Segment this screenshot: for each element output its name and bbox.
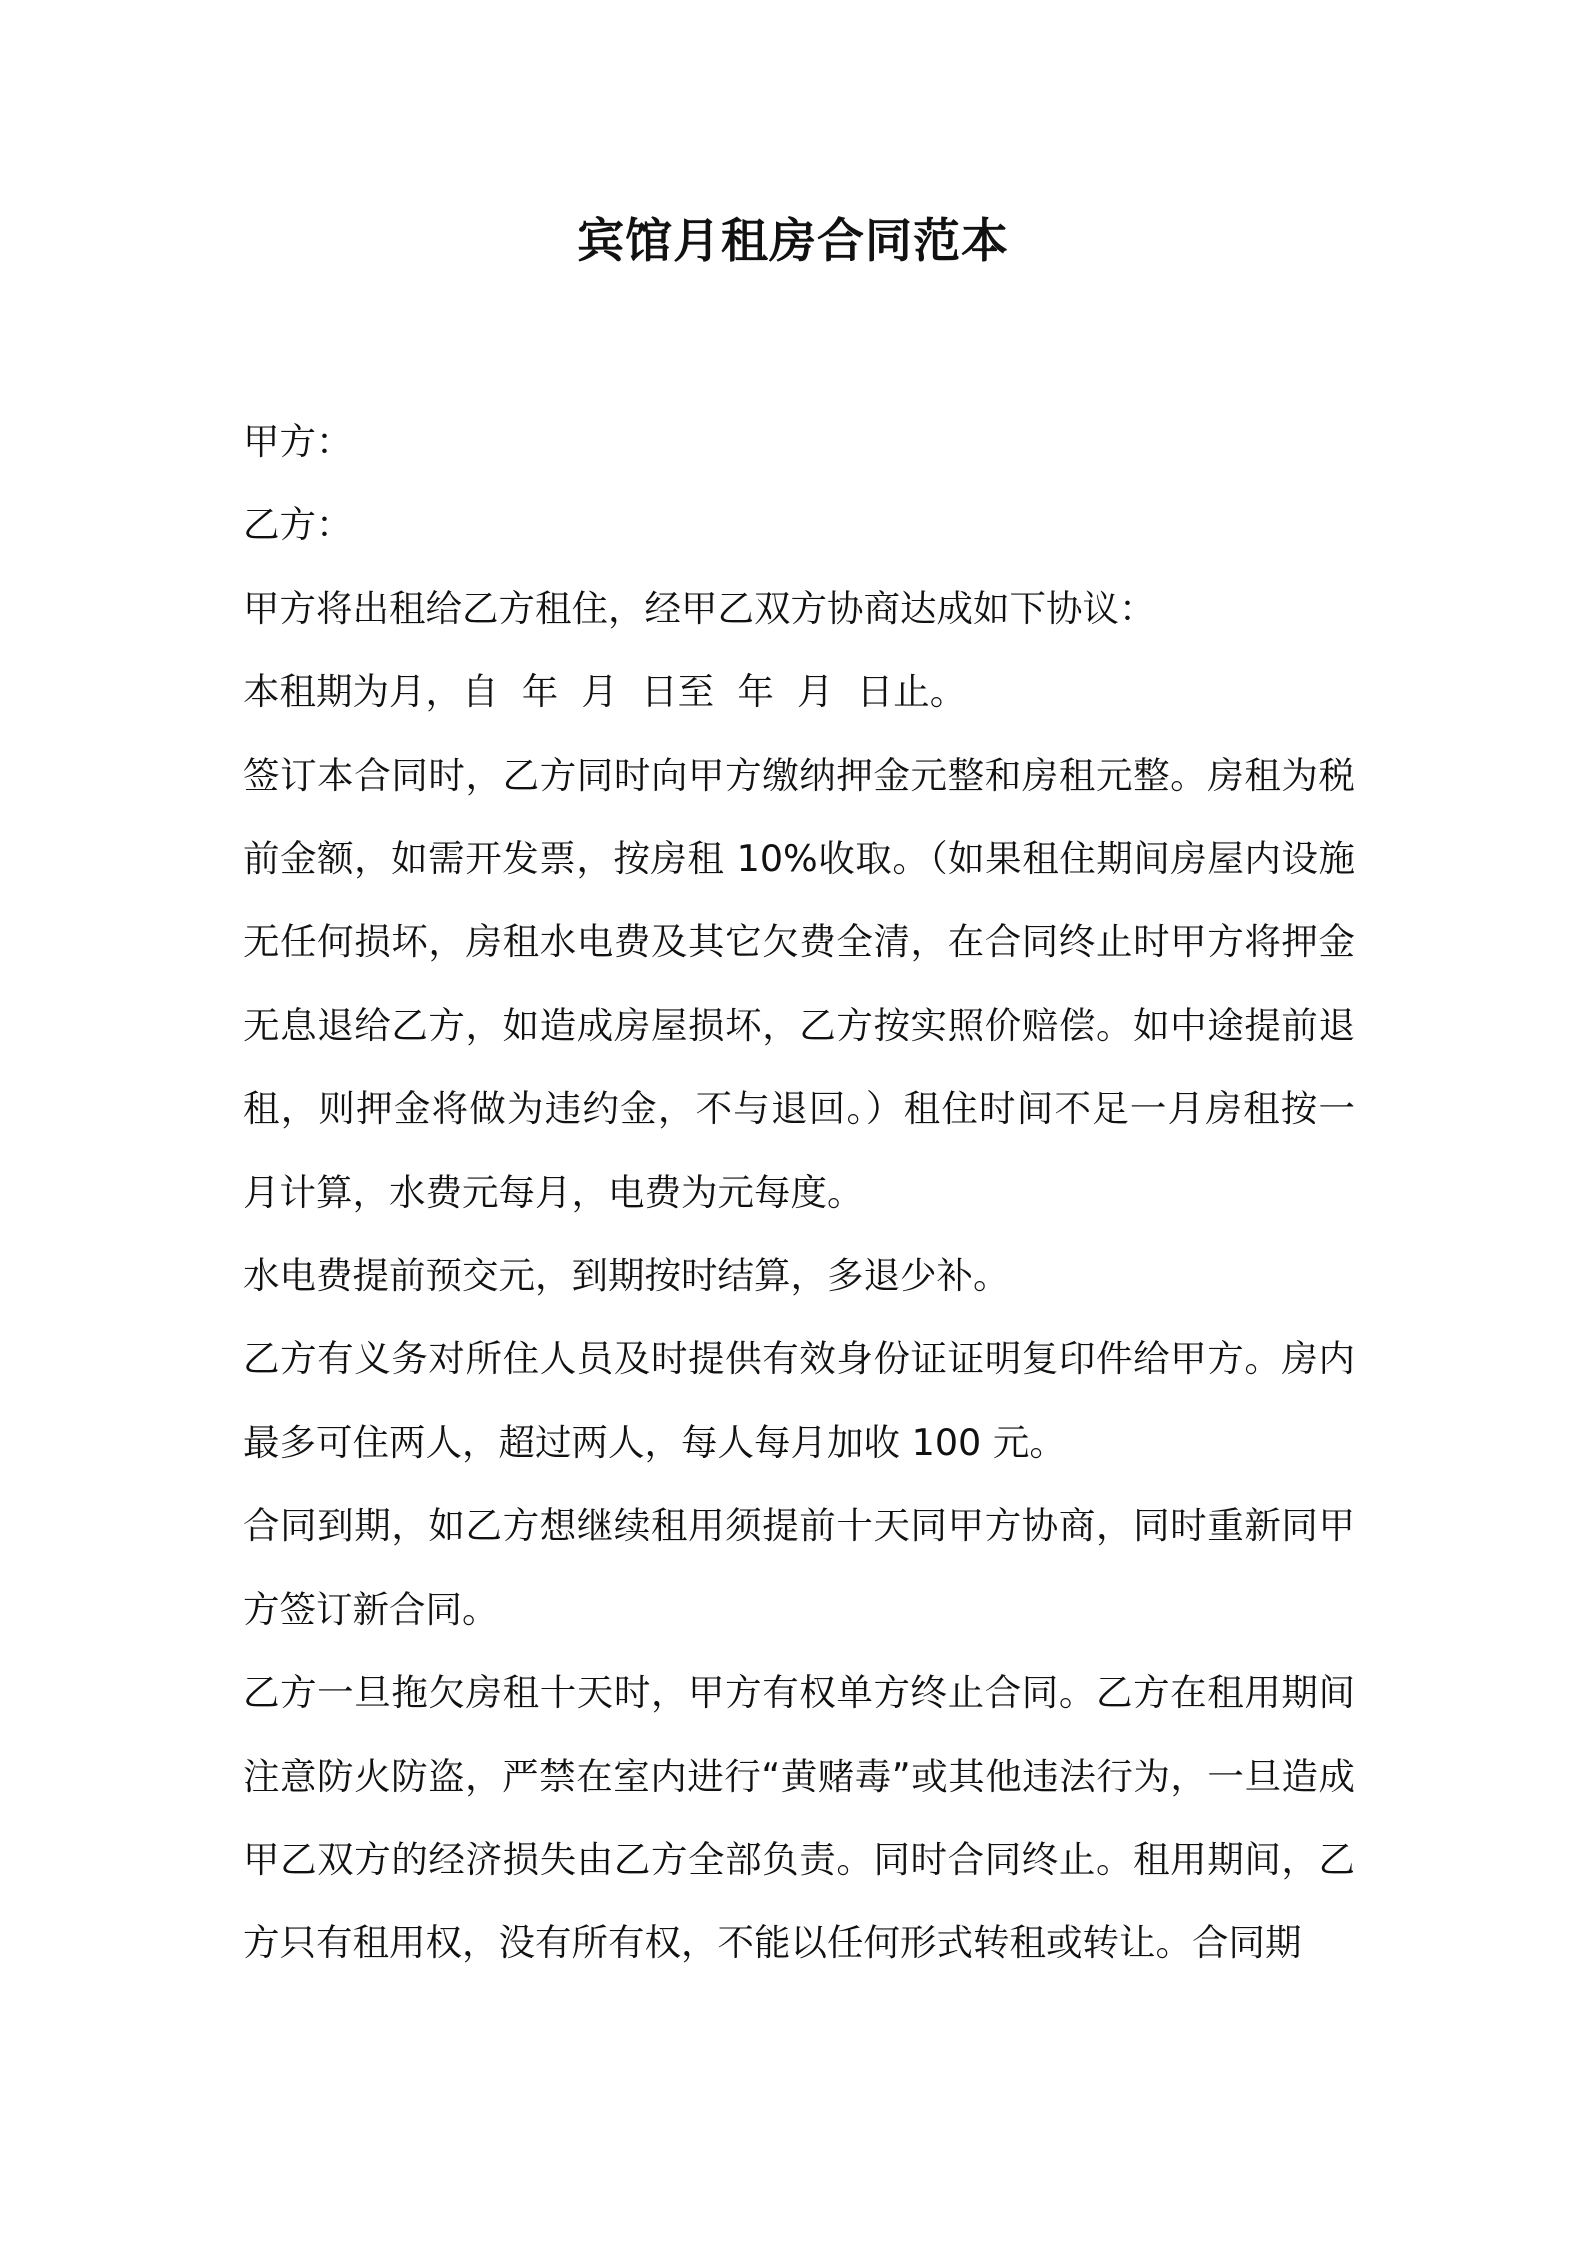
utility-prepay-clause: 水电费提前预交元，到期按时结算，多退少补。: [243, 1254, 1010, 1298]
party-b-line: 乙方：: [243, 503, 353, 547]
agreement-intro: 甲方将出租给乙方租住，经甲乙双方协商达成如下协议：: [243, 586, 1156, 630]
deposit-rent-clause: 签订本合同时，乙方同时向甲方缴纳押金元整和房租元整。房租为税前金额，如需开发票，按房租 10%收取。（如果租住期间房屋内设施无任何损坏，房租水电费及其它欠费全清，在合同终止时甲方将押金无息退给乙方，如造成房屋损坏，乙方按实照价赔偿。如中途提前退租，则押金将做为违约金，不与退回。）租住时间不足一月房租按一月计算，水费元每月，电费为元每度。: [243, 753, 1355, 1214]
document-body: [243, 400, 1355, 1985]
party-a-line: 甲方：: [243, 420, 353, 463]
document-title: 宾馆月租房合同范本: [577, 214, 1009, 269]
lease-term: 本租期为月，自 年 月 日至 年 月 日止。: [243, 670, 967, 714]
renewal-clause: 合同到期，如乙方想继续租用须提前十天同甲方协商，同时重新同甲方签订新合同。: [243, 1504, 1355, 1631]
termination-clause: 乙方一旦拖欠房租十天时，甲方有权单方终止合同。乙方在租用期间注意防火防盗，严禁在室内进行“黄赌毒”或其他违法行为，一旦造成甲乙双方的经济损失由乙方全部负责。同时合同终止。租用期间，乙方只有租用权，没有所有权，不能以任何形式转租或转让。合同期: [243, 1671, 1355, 1965]
occupant-id-clause: 乙方有义务对所住人员及时提供有效身份证证明复印件给甲方。房内最多可住两人，超过两人，每人每月加收 100 元。: [243, 1337, 1355, 1464]
